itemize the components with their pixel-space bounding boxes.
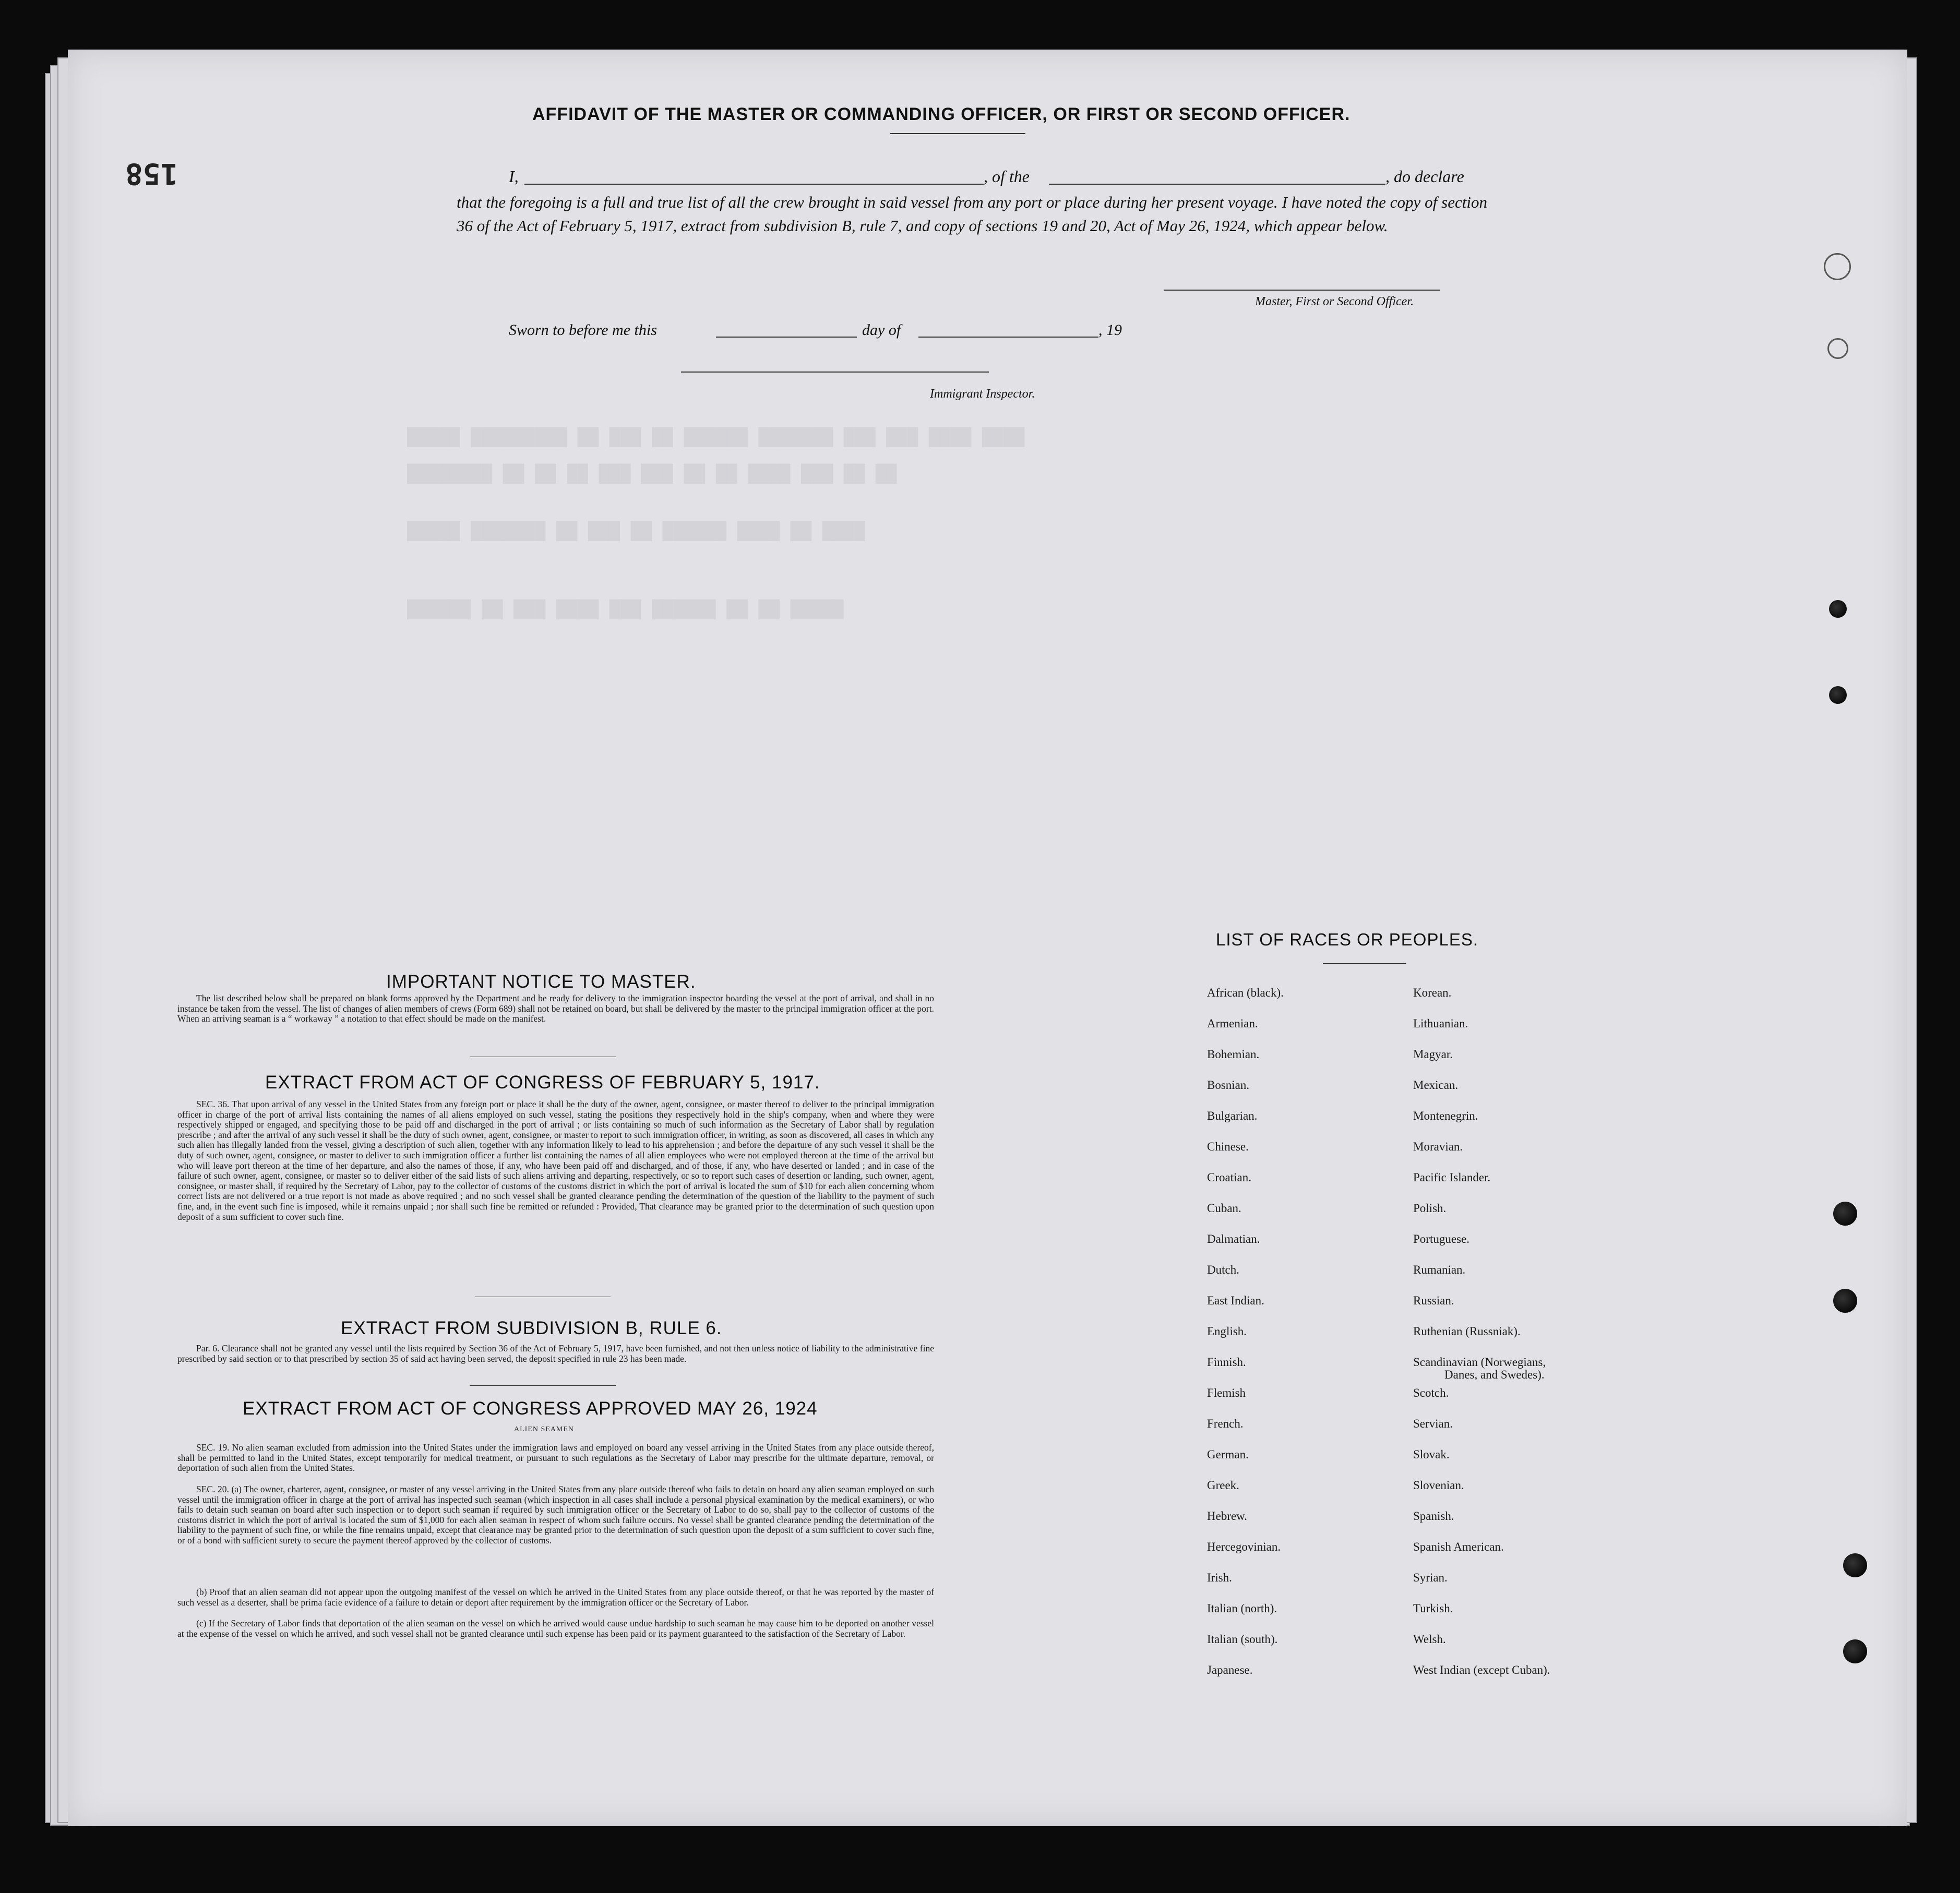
race-right-item: Slovenian. [1413,1479,1464,1492]
race-right-item: Spanish. [1413,1509,1454,1523]
affidavit-declaration: that the foregoing is a full and true list of all the crew brought in said vessel from any port or place during her present voyage. I have noted the copy of section 36 of the Act of February 5, 1917, extract from subdivision B, rule 7, and copy of sections 19 and 20, Act of May 26, 1924, which appear below. [457,193,1487,235]
race-left-item: Finnish. [1207,1356,1246,1369]
sworn-label: Sworn to before me this [509,321,657,339]
race-left-item: Armenian. [1207,1017,1258,1030]
show-through-line: █████ █████████ ██ ███ ██ ██████ ███████ ███ ███ ████ ████ [407,428,1025,448]
affidavit-declare-label: , do declare [1385,167,1464,186]
race-right-item: Korean. [1413,986,1452,999]
punch-hole [1827,338,1848,359]
act-1924-heading: EXTRACT FROM ACT OF CONGRESS APPROVED MAY 26, 1924 [243,1398,818,1419]
section-divider [470,1385,616,1386]
sworn-month-blank [918,337,1098,338]
alien-seamen-subheading: ALIEN SEAMEN [514,1425,575,1433]
name-blank [524,184,984,185]
punch-hole [1829,600,1847,618]
year-label: , 19 [1098,321,1122,339]
page-number: 158 [125,157,178,190]
act-1917-text: SEC. 36. That upon arrival of any vessel in the United States from any foreign port or place it shall be the duty of the owner, agent, consignee, or master thereof to deliver to the principal immigration officer in charge of the port of arrival lists containing the names of all aliens employed on such vessel, stating the positions they respectively hold in the ship's company, when and where they were respectively shipped or engaged, and specifying those to be paid off and discharged in the port of arrival ; or lists containing so much of such information as the Secretary of Labor shall by regulation prescribe ; and after the arrival of any such vessel it shall be the duty of such owner, agent, consignee, or master to report to such immigration officer, in writing, as soon as discovered, all cases in which any such alien has illegally landed from the vessel, giving a description of such alien, together with any information likely to lead to his apprehension ; and before the departure of any such vessel it shall be the duty of such owner, agent, consignee, or master to deliver to such immigration officer a further list containing the names of all alien employees who were not employed thereon at the time of the arrival but who will leave port thereon at the time of her departure, and also the names of those, if any, who have been paid off and discharged, and of those, if any, who have deserted or landed ; and in case of the failure of such owner, agent, consignee, or master so to deliver either of the said lists of such aliens arriving and departing, respectively, or so to report such cases of desertion or landing, such owner, agent, consignee, or master shall, if required by the Secretary of Labor, pay to the collector of customs of the customs district in which the port of arrival is located the sum of $10 for each alien concerning whom correct lists are not delivered or a true report is not made as above required ; and no such vessel shall be granted clearance pending the determination of the question of the liability to the payment of such fine, and, in the event such fine is imposed, while it remains unpaid ; nor shall such fine be remitted or refunded : Provided, That clearance may be granted prior to the determination of such question upon deposit of a sum sufficient to cover such fine. [177,1099,934,1222]
inspector-signature-line [681,372,989,373]
race-left-item: Croatian. [1207,1171,1251,1184]
race-right-item: Scotch. [1413,1386,1449,1399]
race-left-item: Flemish [1207,1386,1246,1399]
race-right-item: Slovak. [1413,1448,1450,1461]
race-left-item: Bosnian. [1207,1079,1250,1092]
section-20c-text: (c) If the Secretary of Labor finds that deportation of the alien seaman on the vessel on which he arrived would cause undue hardship to such seaman he may cause him to be deported on another vessel at the expense of the vessel on which he arrived, and such vessel shall not be granted clearance until such expense has been paid or its payment guaranteed to the satisfaction of the Secretary of Labor. [177,1618,934,1639]
affidavit-title: AFFIDAVIT OF THE MASTER OR COMMANDING OFFICER, OR FIRST OR SECOND OFFICER. [532,104,1351,124]
race-right-item: Mexican. [1413,1079,1459,1092]
race-right-item: Moravian. [1413,1140,1463,1153]
sworn-day-blank [716,337,857,338]
section-20a-text: SEC. 20. (a) The owner, charterer, agent, consignee, or master of any vessel arriving in the United States from any place outside thereof who fails to detain on board any alien seaman employed on such vessel until the immigration officer in charge at the port of arrival has inspected such seaman (which inspection in all cases shall include a personal physical examination by the medical examiners), or who fails to detain such seaman on board after such inspection or to deport such seaman if required by such immigration officer or the Secretary of Labor to do so, shall pay to the collector of customs of the customs district in which the port of arrival is located the sum of $1,000 for each alien seaman in respect of whom such failure occurs. No vessel shall be granted clearance pending the determination of the liability to the payment of such fine, or while the fine remains unpaid, except that clearance may be granted prior to the determination of such question upon the deposit of a sum sufficient to cover such fine, or of a bond with sufficient surety to secure the payment thereof approved by the collector of customs. [177,1484,934,1545]
race-right-item: Pacific Islander. [1413,1171,1491,1184]
race-left-item: Dalmatian. [1207,1232,1260,1245]
race-right-item: Polish. [1413,1202,1447,1215]
race-left-item: Bohemian. [1207,1048,1260,1061]
punch-hole [1843,1639,1867,1663]
inspector-caption: Immigrant Inspector. [930,387,1035,401]
race-right-item: Servian. [1413,1417,1453,1430]
race-right-item: Syrian. [1413,1571,1448,1584]
race-left-item: Irish. [1207,1571,1232,1584]
punch-hole [1833,1289,1857,1313]
race-left-item: French. [1207,1417,1244,1430]
race-left-item: Italian (north). [1207,1602,1277,1615]
race-right-item: Russian. [1413,1294,1454,1307]
race-right-item: West Indian (except Cuban). [1413,1663,1550,1676]
signature-caption: Master, First or Second Officer. [1255,295,1414,308]
show-through-line: ████████ ██ ██ ██ ███ ███ ██ ██ ████ ███ ██ ██ [407,464,897,484]
race-right-item: Welsh. [1413,1633,1446,1646]
signature-line [1164,290,1440,291]
races-list-title: LIST OF RACES OR PEOPLES. [1216,930,1479,949]
race-right-item: Scandinavian (Norwegians, [1413,1356,1546,1369]
section-19-text: SEC. 19. No alien seaman excluded from admission into the United States under the immigration laws and employed on board any vessel arriving in the United States from any place outside thereof, shall be permitted to land in the United States, except temporarily for medical treatment, or pursuant to such regulations as the Secretary of Labor may prescribe for the ultimate departure, removal, or deportation of such alien from the United States. [177,1442,934,1473]
race-left-item: Cuban. [1207,1202,1241,1215]
race-left-item: Bulgarian. [1207,1109,1258,1122]
race-right-item-continuation: Danes, and Swedes). [1444,1368,1545,1381]
affidavit-i-label: I, [509,167,519,186]
races-title-underline [1323,963,1406,964]
subdivision-b-heading: EXTRACT FROM SUBDIVISION B, RULE 6. [341,1318,722,1338]
race-right-item: Turkish. [1413,1602,1453,1615]
race-left-item: Hebrew. [1207,1509,1248,1523]
document-sheet [68,50,1907,1826]
race-right-item: Magyar. [1413,1048,1453,1061]
race-left-item: German. [1207,1448,1249,1461]
vessel-blank [1049,184,1385,185]
race-left-item: Dutch. [1207,1263,1239,1276]
race-right-item: Montenegrin. [1413,1109,1478,1122]
race-left-item: English. [1207,1325,1247,1338]
punch-hole [1843,1553,1867,1577]
race-left-item: Hercegovinian. [1207,1540,1281,1553]
race-left-item: Chinese. [1207,1140,1249,1153]
race-left-item: Japanese. [1207,1663,1253,1676]
race-right-item: Rumanian. [1413,1263,1466,1276]
punch-hole [1829,686,1847,704]
punch-hole [1833,1202,1857,1226]
notice-to-master-heading: IMPORTANT NOTICE TO MASTER. [386,972,696,992]
day-of-label: day of [862,321,901,339]
race-left-item: East Indian. [1207,1294,1264,1307]
show-through-line: ██████ ██ ███ ████ ███ ██████ ██ ██ █████ [407,600,844,620]
punch-hole [1824,253,1851,280]
race-right-item: Spanish American. [1413,1540,1504,1553]
race-right-item: Portuguese. [1413,1232,1469,1245]
race-right-item: Lithuanian. [1413,1017,1468,1030]
race-left-item: Greek. [1207,1479,1239,1492]
title-underline [890,133,1025,134]
show-through-line: █████ ███████ ██ ███ ██ ██████ ████ ██ ████ [407,522,865,542]
subdivision-b-text: Par. 6. Clearance shall not be granted any vessel until the lists required by Section 36 of the Act of February 5, 1917, have been furnished, and not then unless notice of liability to the administrative fine prescribed by said section or to that prescribed by section 35 of said act having been served, the deposit specified in rule 23 has been made. [177,1343,934,1364]
race-left-item: Italian (south). [1207,1633,1278,1646]
affidavit-of-the-label: , of the [984,167,1030,186]
section-20b-text: (b) Proof that an alien seaman did not appear upon the outgoing manifest of the vessel on which he arrived in the United States from any place outside thereof, or that he was reported by the master of such vessel as a deserter, shall be prima facie evidence of a failure to detain or deport after requirement by the immigration officer or the Secretary of Labor. [177,1587,934,1608]
notice-to-master-text: The list described below shall be prepared on blank forms approved by the Department and be ready for delivery to the immigration inspector boarding the vessel at the port of arrival, and shall in no instance be taken from the vessel. The list of changes of alien members of crews (Form 689) shall not be retained on board, but shall be delivered by the master to the principal immigration officer at the port. When an arriving seaman is a “ workaway ” a notation to that effect should be made on the manifest. [177,993,934,1024]
race-right-item: Ruthenian (Russniak). [1413,1325,1521,1338]
race-left-item: African (black). [1207,986,1284,999]
act-1917-heading: EXTRACT FROM ACT OF CONGRESS OF FEBRUARY 5, 1917. [265,1072,820,1093]
